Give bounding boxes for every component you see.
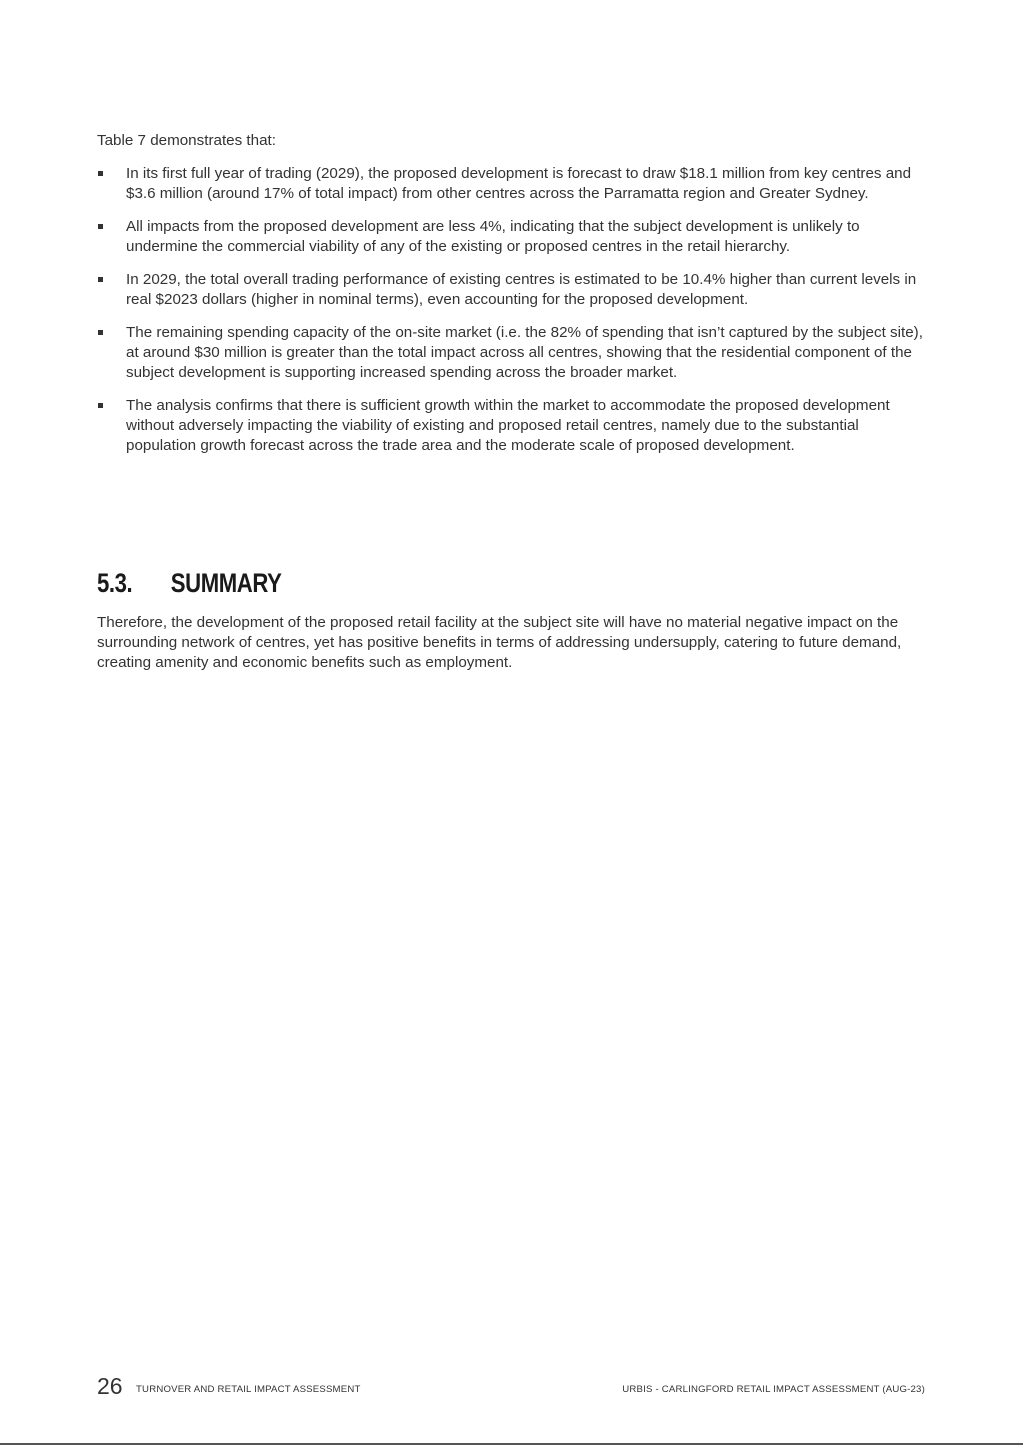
- list-item-text: In 2029, the total overall trading performance of existing centres is estimated to be 10.4% higher than current levels in real $2023 dollars (higher in nominal terms), even accounting for the proposed development.: [126, 271, 917, 308]
- list-item-text: The remaining spending capacity of the on-site market (i.e. the 82% of spending that isn’t captured by the subject site), at around $30 million is greater than the total impact across all centres, showing that the residential component of the subject development is supporting increased spending across the broader market.: [126, 324, 923, 381]
- findings-list: [97, 164, 929, 469]
- footer-section-title: TURNOVER AND RETAIL IMPACT ASSESSMENT: [136, 1384, 361, 1395]
- square-bullet-icon: [98, 171, 103, 176]
- footer-report-title: URBIS - CARLINGFORD RETAIL IMPACT ASSESSMENT (AUG-23): [622, 1384, 925, 1395]
- square-bullet-icon: [98, 277, 103, 282]
- square-bullet-icon: [98, 330, 103, 335]
- square-bullet-icon: [98, 224, 103, 229]
- list-item: [97, 164, 929, 204]
- intro-paragraph: Table 7 demonstrates that:: [97, 132, 276, 149]
- page-number: 26: [97, 1373, 123, 1399]
- list-item: [97, 323, 929, 383]
- section-heading: [97, 566, 282, 600]
- list-item: [97, 270, 929, 310]
- bottom-divider: [0, 1443, 1023, 1445]
- square-bullet-icon: [98, 403, 103, 408]
- list-item-text: All impacts from the proposed development are less 4%, indicating that the subject development is unlikely to undermine the commercial viability of any of the existing or proposed centres in the retail hierarchy.: [126, 218, 860, 255]
- section-title: SUMMARY: [170, 568, 282, 598]
- list-item: [97, 396, 929, 456]
- summary-paragraph: Therefore, the development of the proposed retail facility at the subject site will have no material negative impact on the surrounding network of centres, yet has positive benefits in terms of addressing undersupply, catering to future demand, creating amenity and economic benefits such as employment.: [97, 614, 902, 671]
- list-item-text: In its first full year of trading (2029), the proposed development is forecast to draw $18.1 million from key centres and $3.6 million (around 17% of total impact) from other centres across the Parramatta region and Greater Sydney.: [126, 165, 912, 202]
- section-number: 5.3.: [97, 568, 133, 598]
- list-item-text: The analysis confirms that there is sufficient growth within the market to accommodate the proposed development without adversely impacting the viability of existing and proposed retail centres, namely due to the substantial population growth forecast across the trade area and the moderate scale of proposed development.: [126, 397, 890, 454]
- list-item: [97, 217, 929, 257]
